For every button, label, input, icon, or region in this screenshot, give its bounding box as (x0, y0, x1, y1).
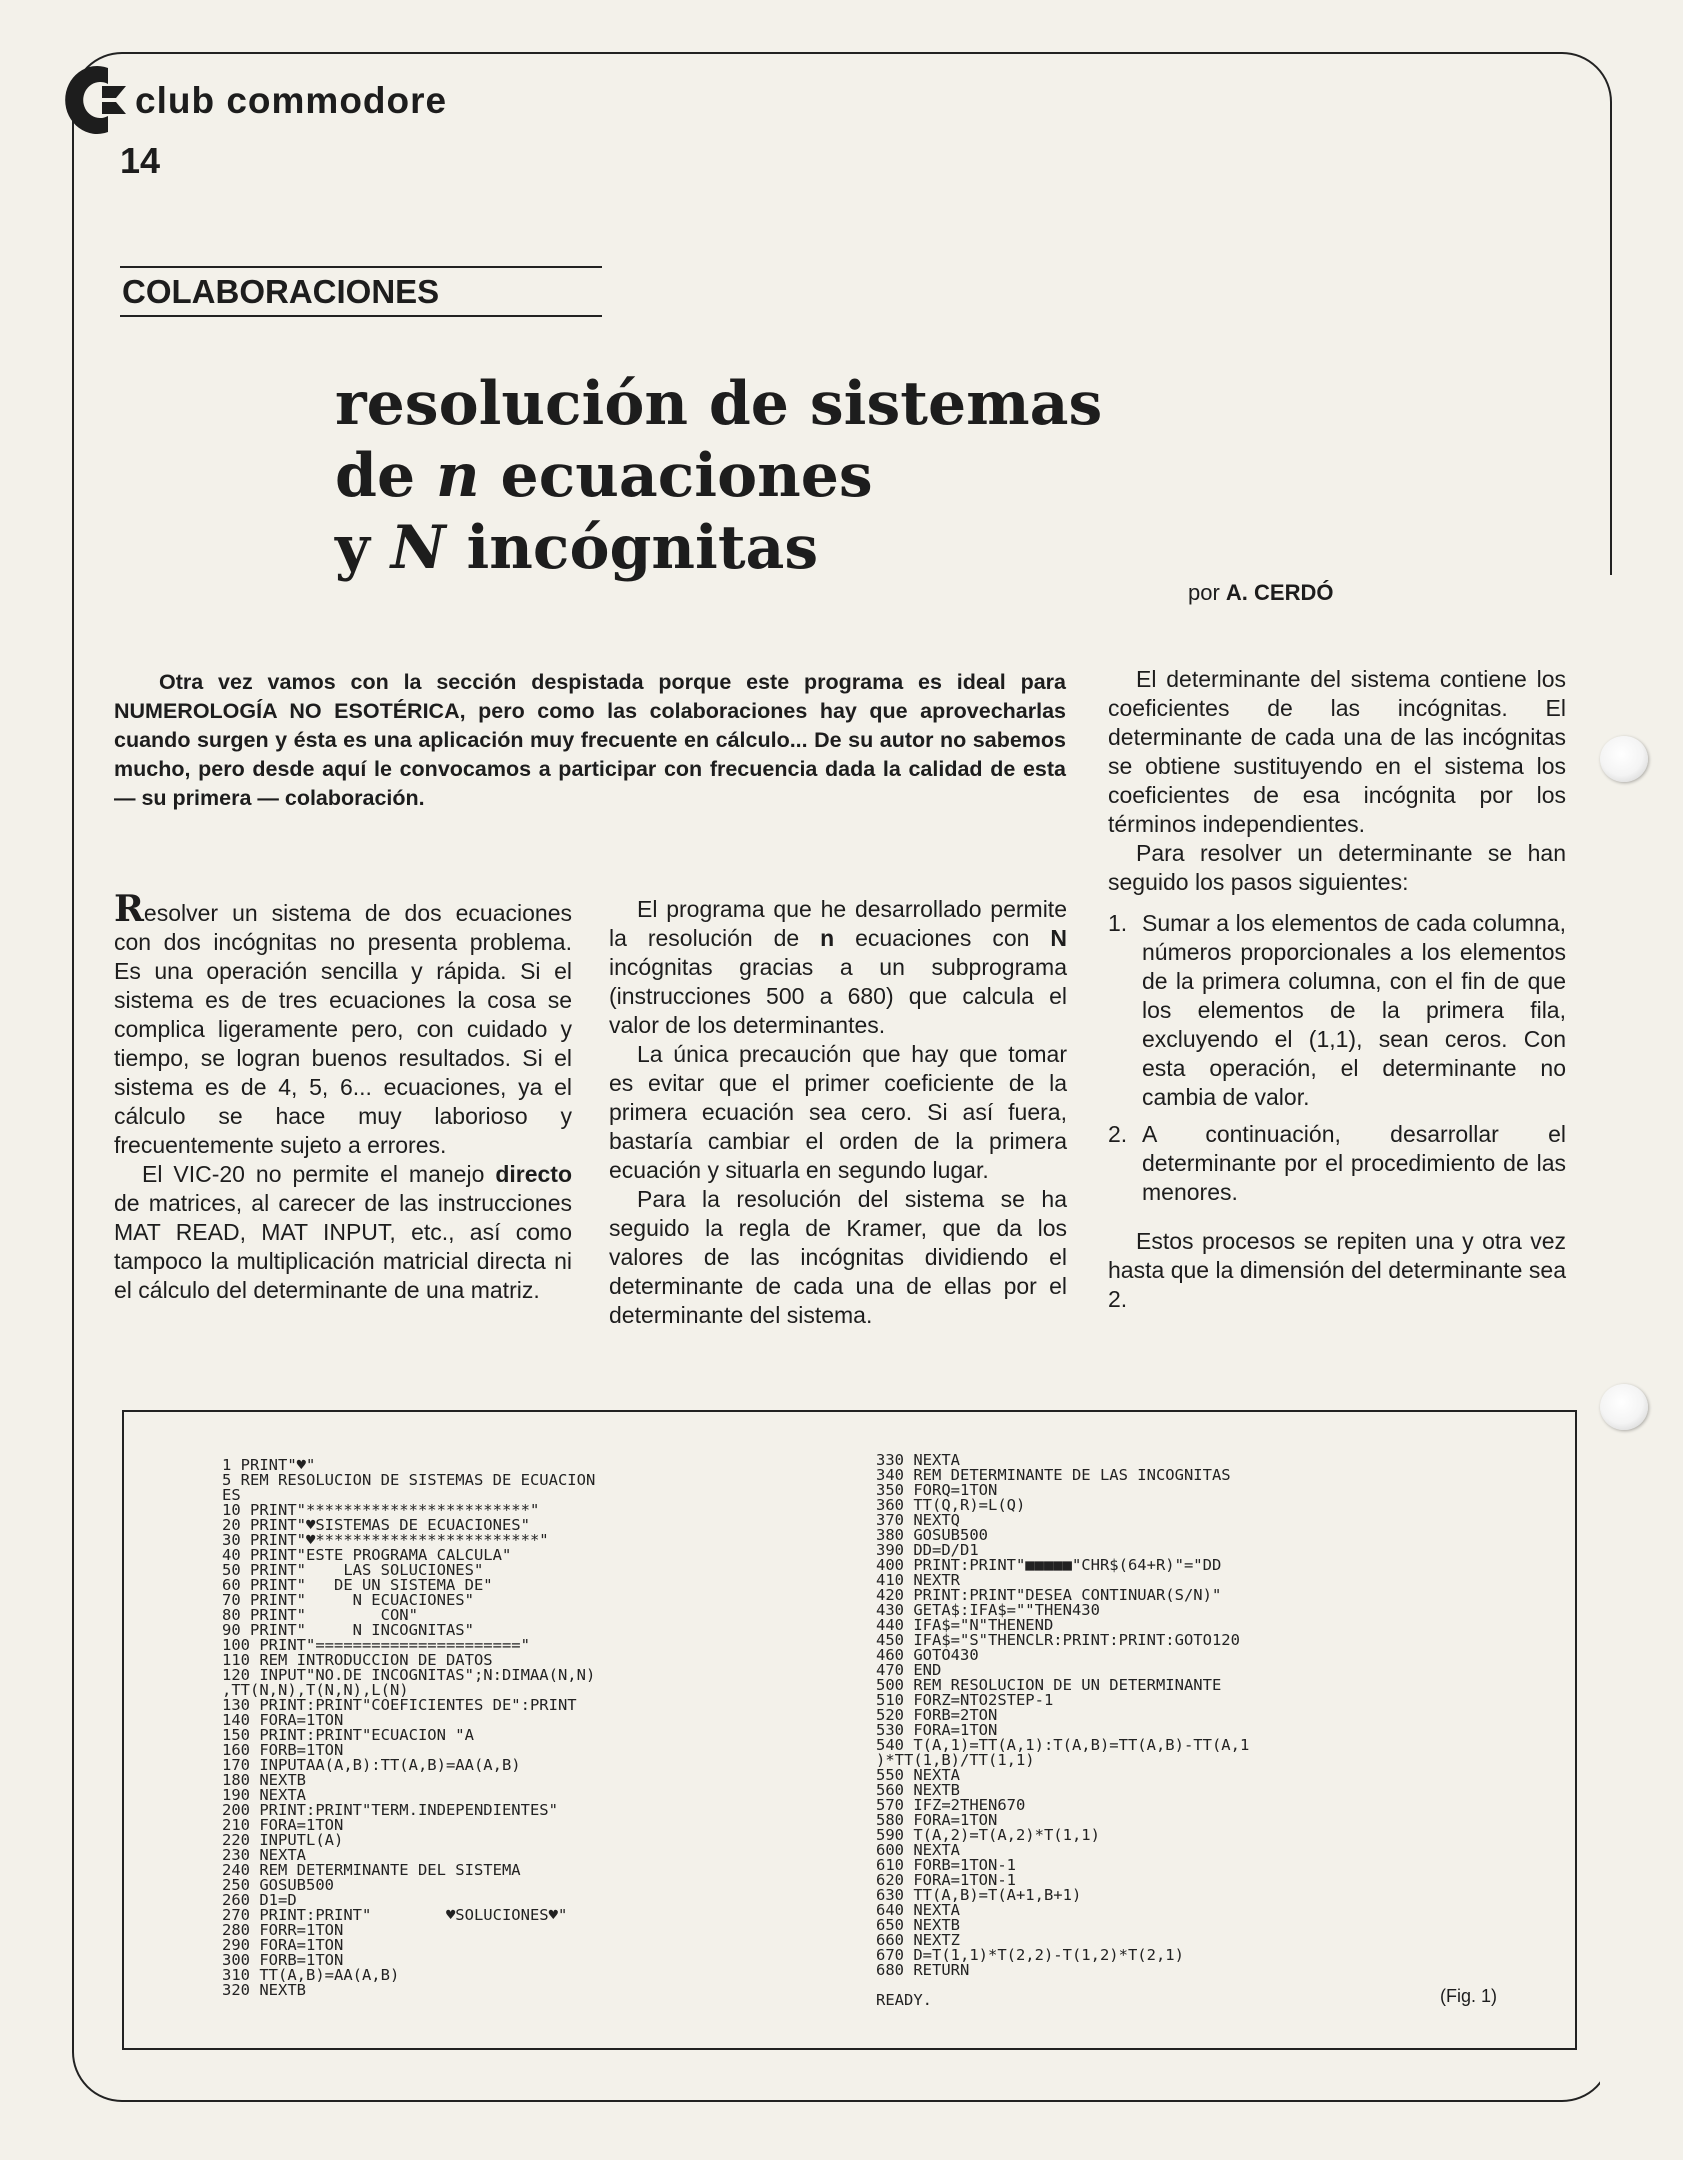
code-line: 220 INPUTL(A) (222, 1831, 344, 1849)
code-line: ES (222, 1486, 241, 1504)
paragraph: La única precaución que hay que tomar es evitar que el primer coeficiente de la primera ecuación sea cero. Si así fuera, bastaría cambiar el orden de la primera ecuación y situarla en segundo lugar. (609, 1041, 1067, 1183)
code-line: 210 FORA=1TON (222, 1816, 344, 1834)
code-line: 670 D=T(1,1)*T(2,2)-T(1,2)*T(2,1) (876, 1946, 1184, 1964)
code-line: 50 PRINT" LAS SOLUCIONES" (222, 1561, 484, 1579)
code-listing-left (222, 1458, 595, 1998)
code-line: 100 PRINT"======================" (222, 1636, 530, 1654)
code-line: 450 IFA$="S"THENCLR:PRINT:PRINT:GOTO120 (876, 1631, 1240, 1649)
code-line: 5 REM RESOLUCION DE SISTEMAS DE ECUACION (222, 1471, 596, 1489)
code-line: 30 PRINT"♥************************" (222, 1531, 549, 1549)
drop-cap: R (114, 888, 144, 930)
code-line: 400 PRINT:PRINT"■■■■■"CHR$(64+R)"="DD (876, 1556, 1222, 1574)
code-listing-right (876, 1453, 1249, 2008)
paragraph: Para resolver un determinante se han seguido los pasos siguientes: (1108, 840, 1566, 895)
code-line: 270 PRINT:PRINT" ♥SOLUCIONES♥" (222, 1906, 568, 1924)
code-line: 250 GOSUB500 (222, 1876, 334, 1894)
code-line: 510 FORZ=NTO2STEP-1 (876, 1691, 1054, 1709)
title-line-2: de n ecuaciones (335, 441, 873, 511)
code-line: 340 REM DETERMINANTE DE LAS INCOGNITAS (876, 1466, 1231, 1484)
code-line: 630 TT(A,B)=T(A+1,B+1) (876, 1886, 1082, 1904)
code-line: READY. (876, 1991, 932, 2009)
code-line: 390 DD=D/D1 (876, 1541, 979, 1559)
code-line: 680 RETURN (876, 1961, 970, 1979)
paragraph: El programa que he desarrollado permite la resolución de n ecuaciones con N incógnitas gracias a un subprograma (instrucciones 500 a 680) que calcula el valor de los determinantes. (609, 896, 1067, 1038)
body-column-3 (1108, 665, 1566, 1314)
code-line: 600 NEXTA (876, 1841, 960, 1859)
article-title (335, 368, 1102, 584)
code-line: 70 PRINT" N ECUACIONES" (222, 1591, 474, 1609)
code-line: 230 NEXTA (222, 1846, 306, 1864)
code-line: 130 PRINT:PRINT"COEFICIENTES DE":PRINT (222, 1696, 577, 1714)
code-line: 420 PRINT:PRINT"DESEA CONTINUAR(S/N)" (876, 1586, 1222, 1604)
code-line: )*TT(1,B)/TT(1,1) (876, 1751, 1035, 1769)
code-line: 610 FORB=1TON-1 (876, 1856, 1016, 1874)
code-line: 160 FORB=1TON (222, 1741, 344, 1759)
section-heading: COLABORACIONES (120, 266, 602, 317)
binder-hole (1600, 1384, 1648, 1430)
code-line: ,TT(N,N),T(N,N),L(N) (222, 1681, 409, 1699)
code-line: 560 NEXTB (876, 1781, 960, 1799)
code-line: 410 NEXTR (876, 1571, 960, 1589)
code-line: 520 FORB=2TON (876, 1706, 998, 1724)
code-line: 90 PRINT" N INCOGNITAS" (222, 1621, 474, 1639)
paragraph: El determinante del sistema contiene los coeficientes de las incógnitas. El determinante de cada una de las incógnitas se obtiene sustituyendo en el sistema los coeficientes de esa incógnita por los términos independientes. (1108, 666, 1566, 837)
code-line: 260 D1=D (222, 1891, 297, 1909)
steps-list (1108, 909, 1566, 1207)
code-line: 580 FORA=1TON (876, 1811, 998, 1829)
code-line: 150 PRINT:PRINT"ECUACION "A (222, 1726, 474, 1744)
title-line-3: y N incógnitas (335, 513, 819, 583)
code-line: 370 NEXTQ (876, 1511, 960, 1529)
code-line: 620 FORA=1TON-1 (876, 1871, 1016, 1889)
byline: por A. CERDÓ (1188, 580, 1334, 605)
code-line: 170 INPUTAA(A,B):TT(A,B)=AA(A,B) (222, 1756, 521, 1774)
page-number: 14 (120, 140, 161, 181)
code-line: 500 REM RESOLUCION DE UN DETERMINANTE (876, 1676, 1222, 1694)
code-line: 550 NEXTA (876, 1766, 960, 1784)
author-name: A. CERDÓ (1225, 580, 1334, 605)
paragraph: Resolver un sistema de dos ecuaciones con dos incógnitas no presenta problema. Es una operación sencilla y rápida. Si el sistema es de tres ecuaciones la cosa se complica ligeramente pero, con cuidado y tiempo, se logran buenos resultados. Si el sistema es de 4, 5, 6... ecuaciones, ya el cálculo se hace muy laborioso y frecuentemente sujeto a errores. (114, 888, 572, 1158)
code-line: 310 TT(A,B)=AA(A,B) (222, 1966, 400, 1984)
code-line: 460 GOTO430 (876, 1646, 979, 1664)
code-line: 650 NEXTB (876, 1916, 960, 1934)
code-line: 140 FORA=1TON (222, 1711, 344, 1729)
binder-hole (1600, 736, 1648, 782)
club-name: club commodore (135, 80, 448, 121)
code-line: 350 FORQ=1TON (876, 1481, 998, 1499)
code-line: 360 TT(Q,R)=L(Q) (876, 1496, 1026, 1514)
code-line: 470 END (876, 1661, 942, 1679)
code-line: 640 NEXTA (876, 1901, 960, 1919)
body-column-2 (609, 895, 1067, 1330)
page-border-gap (1600, 575, 1616, 2095)
code-line: 430 GETA$:IFA$=""THEN430 (876, 1601, 1100, 1619)
title-line-1: resolución de sistemas (335, 369, 1103, 439)
code-line: 190 NEXTA (222, 1786, 306, 1804)
paragraph: Estos procesos se repiten una y otra vez hasta que la dimensión del determinante sea 2. (1108, 1228, 1566, 1312)
code-line: 540 T(A,1)=TT(A,1):T(A,B)=TT(A,B)-TT(A,1 (876, 1736, 1250, 1754)
body-column-1 (114, 888, 572, 1305)
list-item: 2. A continuación, desarrollar el determinante por el procedimiento de las menores. (1108, 1121, 1566, 1205)
code-line: 320 NEXTB (222, 1981, 306, 1999)
code-line: 20 PRINT"♥SISTEMAS DE ECUACIONES" (222, 1516, 530, 1534)
paragraph: El VIC-20 no permite el manejo directo de matrices, al carecer de las instrucciones MAT READ, MAT INPUT, etc., así como tampoco la multiplicación matricial directa ni el cálculo del determinante de una matriz. (114, 1161, 572, 1303)
lead-paragraph: Otra vez vamos con la sección despistada porque este programa es ideal para NUMEROLOGÍA NO ESOTÉRICA, pero como las colaboraciones hay que aprovecharlas cuando surgen y ésta es una aplicación muy frecuente en cálculo... De su autor no sabemos mucho, pero desde aquí le convocamos a participar con frecuencia dada la calidad de esta — su primera — colaboración. (114, 670, 1066, 810)
code-line: 40 PRINT"ESTE PROGRAMA CALCULA" (222, 1546, 512, 1564)
code-line: 10 PRINT"************************" (222, 1501, 540, 1519)
paragraph: Para la resolución del sistema se ha seguido la regla de Kramer, que da los valores de las incógnitas dividiendo el determinante de cada una de ellas por el determinante del sistema. (609, 1186, 1067, 1328)
code-line: 180 NEXTB (222, 1771, 306, 1789)
code-line: 570 IFZ=2THEN670 (876, 1796, 1026, 1814)
code-line: 280 FORR=1TON (222, 1921, 344, 1939)
code-line: 380 GOSUB500 (876, 1526, 988, 1544)
code-line: 660 NEXTZ (876, 1931, 960, 1949)
code-line: 240 REM DETERMINANTE DEL SISTEMA (222, 1861, 521, 1879)
code-line: 330 NEXTA (876, 1451, 960, 1469)
list-item: 1. Sumar a los elementos de cada columna, números proporcionales a los elementos de la primera columna, con el fin de que los elementos de la primera fila, excluyendo el (1,1), sean ceros. Con esta operación, el determinante no cambia de valor. (1108, 910, 1566, 1110)
figure-caption: (Fig. 1) (1440, 1986, 1498, 2006)
code-line: 530 FORA=1TON (876, 1721, 998, 1739)
code-line: 60 PRINT" DE UN SISTEMA DE" (222, 1576, 493, 1594)
code-line: 1 PRINT"♥" (222, 1456, 316, 1474)
code-line: 290 FORA=1TON (222, 1936, 344, 1954)
code-line: 80 PRINT" CON" (222, 1606, 418, 1624)
code-line: 590 T(A,2)=T(A,2)*T(1,1) (876, 1826, 1100, 1844)
code-line: 440 IFA$="N"THENEND (876, 1616, 1054, 1634)
code-line: 120 INPUT"NO.DE INCOGNITAS";N:DIMAA(N,N) (222, 1666, 596, 1684)
commodore-logo-icon (62, 62, 130, 138)
code-line: 110 REM INTRODUCCION DE DATOS (222, 1651, 493, 1669)
code-line: 300 FORB=1TON (222, 1951, 344, 1969)
code-line: 200 PRINT:PRINT"TERM.INDEPENDIENTES" (222, 1801, 558, 1819)
